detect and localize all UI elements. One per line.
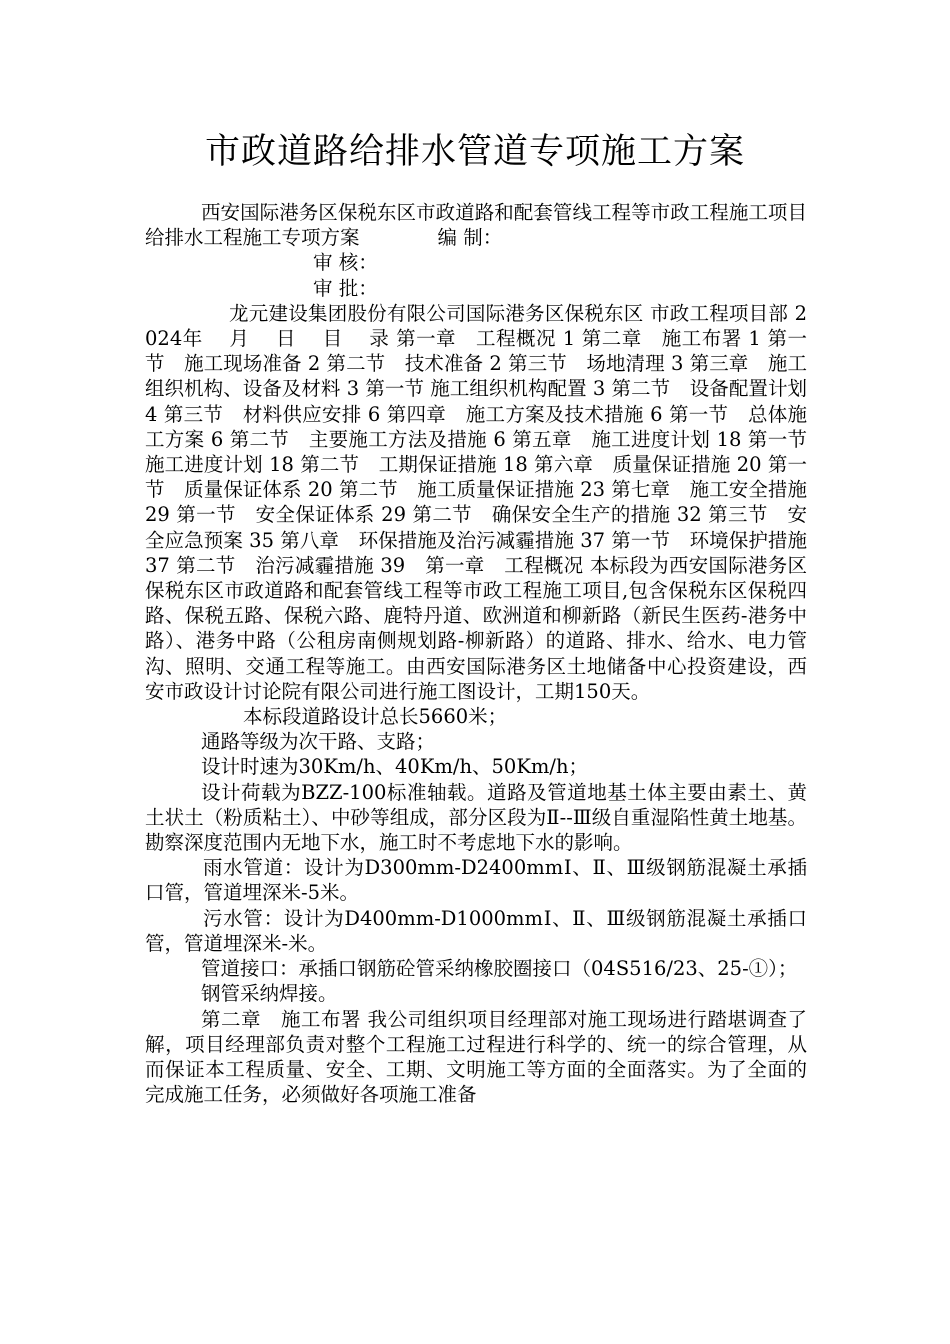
steel-pipe-paragraph: 钢管采纳焊接。: [201, 982, 338, 1006]
toc-and-overview-paragraph: 龙元建设集团股份有限公司国际港务区保税东区 市政工程项目部 2024年 月 日 目 录 第一章 工程概况 1 第二章 施工布署 1 第一节 施工现场准备 2 第二节 技术准备 2 第三节 场地清理 3 第三章 施工组织机构、设备及材料 3 第一节 施工组织机构配置 3 第二节 设备配置计划 4 第三节 材料供应安排 6 第四章 施工方案及技术措施 6 第一节 总体施工方案 6 第二节 主要施工方法及措施 6 第五章 施工进度计划 18 第一节 施工进度计划 18 第二节 工期保证措施 18 第六章 质量保证措施 20 第一节 质量保证体系 20 第二节 施工质量保证措施 23 第七章 施工安全措施 29 第一节 安全保证体系 29 第二节 确保安全生产的措施 32 第三节 安全应急预案 35 第八章 环保措施及治污减霾措施 37 第一节 环境保护措施 37 第二节 治污减霾措施 39 第一章 工程概况 本标段为西安国际港务区保税东区市政道路和配套管线工程等市政工程施工项目,包含保税东区保税四路、保税五路、保税六路、鹿特丹道、欧洲道和柳新路（新民生医药-港务中路）、港务中路（公租房南侧规划路-柳新路）的道路、排水、给水、电力管沟、照明、交通工程等施工。由西安国际港务区土地储备中心投资建设，西安市政设计讨论院有限公司进行施工图设计，工期150天。: [145, 301, 807, 703]
document-title: 市政道路给排水管道专项施工方案: [204, 132, 745, 172]
road-grade-paragraph: 通路等级为次干路、支路；: [201, 730, 436, 754]
pipe-joint-paragraph: 管道接口：承插口钢筋砼管采纳橡胶圈接口（04S516/23、25-①）；: [201, 957, 798, 981]
sewage-pipe-paragraph: 污水管：设计为D400mm-D1000mmⅠ、Ⅱ、Ⅲ级钢筋混凝土承插口管，管道埋深米-米。: [145, 906, 807, 955]
chapter-two-paragraph: 第二章 施工布署 我公司组织项目经理部对施工现场进行踏堪调查了解，项目经理部负责对整个工程施工过程进行科学的、统一的综合管理，从而保证本工程质量、安全、工期、文明施工等方面的全面落实。为了全面的完成施工任务，必须做好各项施工准备: [145, 1007, 807, 1107]
approval-line: 审 批：: [313, 276, 378, 300]
document-body: [145, 200, 833, 1107]
road-length-paragraph: 本标段道路设计总长5660米；: [243, 705, 508, 729]
review-line: 审 核：: [313, 251, 378, 275]
design-load-paragraph: 设计荷载为BZZ-100标准轴载。道路及管道地基土体主要由素土、黄土状土（粉质粘土）、中砂等组成，部分区段为Ⅱ--Ⅲ级自重湿陷性黄土地基。勘察深度范围内无地下水，施工时不考虑地下水的影响。: [145, 780, 807, 855]
rain-pipe-paragraph: 雨水管道：设计为D300mm-D2400mmⅠ、Ⅱ、Ⅲ级钢筋混凝土承插口管，管道埋深米-5米。: [145, 856, 807, 905]
project-info-paragraph: 西安国际港务区保税东区市政道路和配套管线工程等市政工程施工项目 给排水工程施工专项方案 编 制：: [145, 201, 833, 250]
design-speed-paragraph: 设计时速为30Km/h、40Km/h、50Km/h；: [201, 755, 589, 779]
